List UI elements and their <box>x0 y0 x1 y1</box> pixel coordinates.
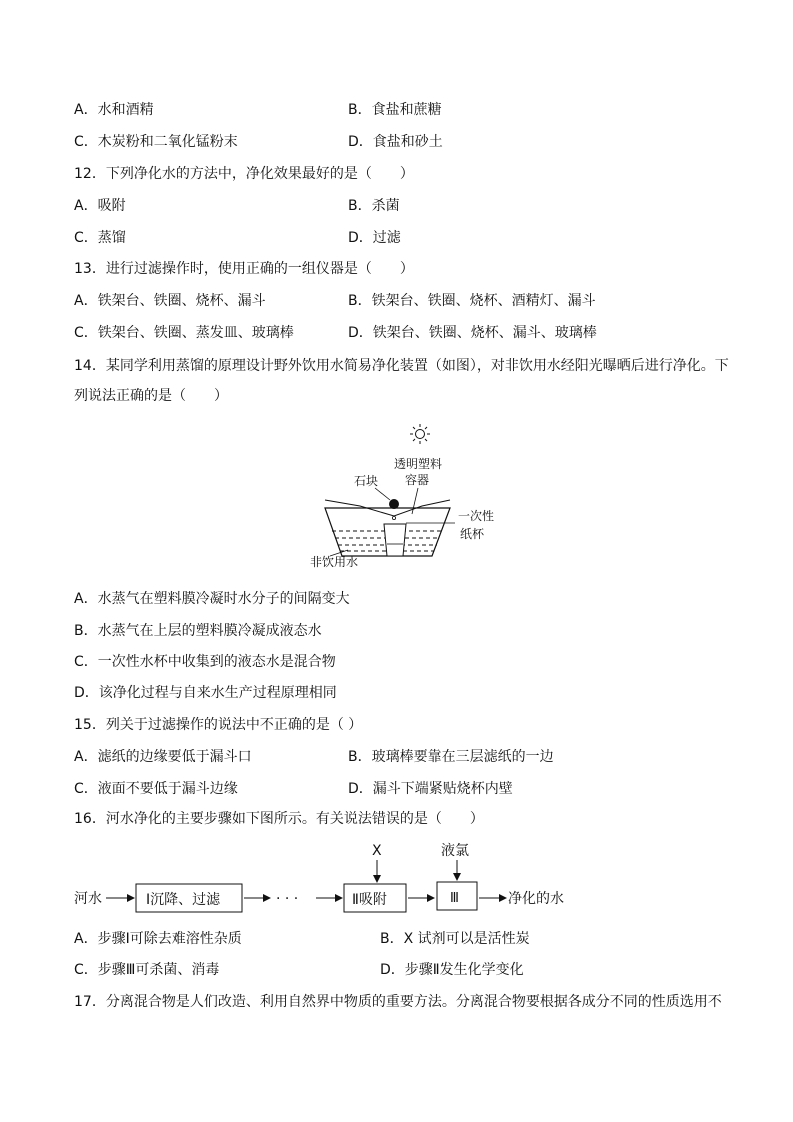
q12-option-b: B．杀菌 <box>348 198 400 214</box>
q14-option-b: B．水蒸气在上层的塑料膜冷凝成液态水 <box>74 623 322 639</box>
label-cup-line2: 纸杯 <box>460 527 485 541</box>
flow-step2: Ⅱ吸附 <box>352 892 387 908</box>
q11-option-b: B．食盐和蔗糖 <box>348 102 442 118</box>
q16-flow-diagram <box>70 838 590 918</box>
sun-icon <box>410 424 430 444</box>
q17-stem: 17．分离混合物是人们改造、利用自然界中物质的重要方法。分离混合物要根据各成分不同的性质选用不 <box>74 994 722 1010</box>
q14-distillation-figure <box>300 418 500 578</box>
q12-stem: 12．下列净化水的方法中，净化效果最好的是（ ） <box>74 166 414 182</box>
q13-option-a: A．铁架台、铁圈、烧杯、漏斗 <box>74 293 266 309</box>
q15-stem: 15．列关于过滤操作的说法中不正确的是（ ） <box>74 717 363 733</box>
q15-option-c: C．液面不要低于漏斗边缘 <box>74 781 238 797</box>
q15-option-b: B．玻璃棒要靠在三层滤纸的一边 <box>348 749 554 765</box>
flow-input-x: X <box>372 843 382 859</box>
label-plastic-line2: 容器 <box>405 473 430 487</box>
q12-option-c: C．蒸馏 <box>74 230 126 246</box>
q14-option-d: D．该净化过程与自来水生产过程原理相同 <box>74 685 337 701</box>
q14-option-c: C．一次性水杯中收集到的液态水是混合物 <box>74 654 336 670</box>
q12-option-a: A．吸附 <box>74 198 126 214</box>
q13-stem: 13．进行过滤操作时，使用正确的一组仪器是（ ） <box>74 261 414 277</box>
q14-stem-line1: 14．某同学利用蒸馏的原理设计野外饮用水简易净化装置（如图），对非饮用水经阳光曝晒后进行净化。下 <box>74 358 729 374</box>
q16-option-a: A．步骤Ⅰ可除去难溶性杂质 <box>74 931 242 947</box>
q16-option-d: D．步骤Ⅱ发生化学变化 <box>380 962 524 978</box>
label-stone: 石块 <box>354 474 379 488</box>
q11-option-c: C．木炭粉和二氧化锰粉末 <box>74 134 238 150</box>
q16-stem: 16．河水净化的主要步骤如下图所示。有关说法错误的是（ ） <box>74 811 484 827</box>
q16-option-b: B．X 试剂可以是活性炭 <box>380 931 530 947</box>
label-water: 非饮用水 <box>310 555 359 569</box>
label-plastic-line1: 透明塑料 <box>394 457 443 471</box>
q11-option-d: D．食盐和砂土 <box>348 134 443 150</box>
flow-step1: Ⅰ沉降、过滤 <box>146 892 221 908</box>
q16-option-c: C．步骤Ⅲ可杀菌、消毒 <box>74 962 220 978</box>
q14-option-a: A．水蒸气在塑料膜冷凝时水分子的间隔变大 <box>74 591 350 607</box>
q13-option-c: C．铁架台、铁圈、蒸发皿、玻璃棒 <box>74 325 294 341</box>
q15-option-d: D．漏斗下端紧贴烧杯内壁 <box>348 781 513 797</box>
q15-option-a: A．滤纸的边缘要低于漏斗口 <box>74 749 252 765</box>
q14-stem-line2: 列说法正确的是（ ） <box>74 388 228 404</box>
flow-input-cl: 液氯 <box>441 843 469 859</box>
label-cup-line1: 一次性 <box>458 509 495 523</box>
flow-step3: Ⅲ <box>450 891 459 906</box>
flow-start: 河水 <box>74 891 102 907</box>
q13-option-d: D．铁架台、铁圈、烧杯、漏斗、玻璃棒 <box>348 325 597 341</box>
flow-dots: · · · <box>276 891 299 907</box>
q13-option-b: B．铁架台、铁圈、烧杯、酒精灯、漏斗 <box>348 293 596 309</box>
q12-option-d: D．过滤 <box>348 230 401 246</box>
flow-end: 净化的水 <box>508 891 564 907</box>
q11-option-a: A．水和酒精 <box>74 102 154 118</box>
